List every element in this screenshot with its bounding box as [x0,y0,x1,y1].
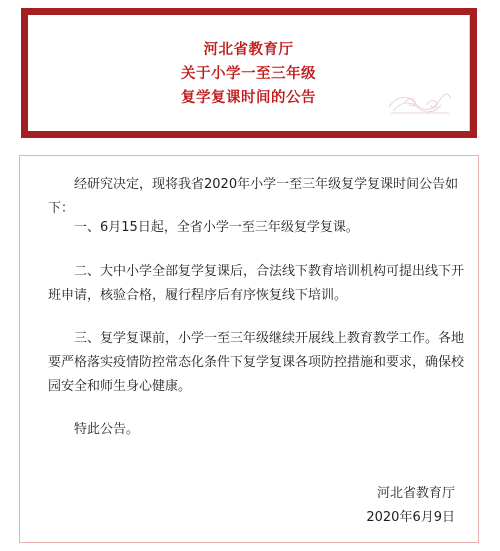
title-line-2: 关于小学一至三年级 [181,66,316,82]
decorative-swirl-icon [387,89,453,117]
header-inner-panel [28,15,470,131]
title-line-3: 复学复课时间的公告 [181,90,316,106]
notice-body [19,155,479,543]
title-line-1: 河北省教育厅 [203,42,294,58]
closing-paragraph: 特此公告。 [74,422,140,437]
item-2-paragraph: 二、大中小学全部复学复课后，合法线下教育培训机构可提出线下开班申请，核验合格，履行程序后有序恢复线下培训。 [48,264,465,303]
intro-paragraph: 经研究决定，现将我省2020年小学一至三年级复学复课时间公告如下： [48,177,459,216]
header-banner [21,8,477,138]
item-3-paragraph: 三、复学复课前，小学一至三年级继续开展线上教育教学工作。各地要严格落实疫情防控常态化条件下复学复课各项防控措施和要求，确保校园安全和师生身心健康。 [48,331,465,394]
item-1-paragraph: 一、6月15日起，全省小学一至三年级复学复课。 [74,220,359,235]
signature-date: 2020年6月9日 [366,510,455,525]
signature-org: 河北省教育厅 [376,486,455,501]
